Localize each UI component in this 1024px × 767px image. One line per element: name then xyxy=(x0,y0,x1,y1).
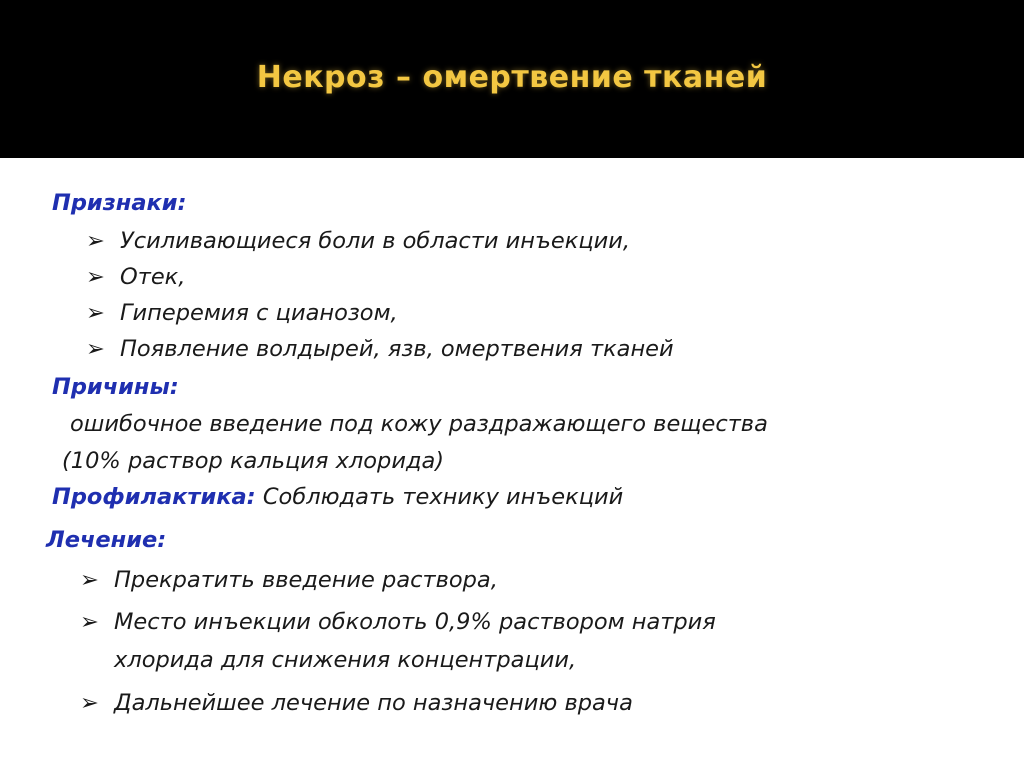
treatment-item-text: Дальнейшее лечение по назначению врача xyxy=(114,690,633,716)
causes-text-line: ошибочное введение под кожу раздражающего вещества xyxy=(70,411,768,437)
arrow-bullet-icon: ➢ xyxy=(86,336,105,362)
treatment-item xyxy=(80,607,716,637)
arrow-bullet-icon: ➢ xyxy=(86,228,105,254)
slide-title: Некроз – омертвение тканей xyxy=(256,60,768,95)
signs-item-text: Появление волдырей, язв, омертвения тканей xyxy=(120,336,674,362)
treatment-item-text: Прекратить введение раствора, xyxy=(114,567,498,593)
signs-item-text: Гиперемия с цианозом, xyxy=(120,300,398,326)
signs-item-text: Усиливающиеся боли в области инъекции, xyxy=(120,228,631,254)
treatment-item xyxy=(80,688,633,718)
prevention-heading: Профилактика: xyxy=(52,484,256,510)
prevention-text: Соблюдать технику инъекций xyxy=(262,484,624,510)
causes-heading: Причины: xyxy=(52,374,179,400)
arrow-bullet-icon: ➢ xyxy=(80,609,99,635)
signs-item xyxy=(86,298,398,328)
arrow-bullet-icon: ➢ xyxy=(86,264,105,290)
treatment-item-text: Место инъекции обколоть 0,9% раствором натрия xyxy=(114,609,716,635)
arrow-bullet-icon: ➢ xyxy=(86,300,105,326)
signs-item xyxy=(86,334,674,364)
treatment-item xyxy=(80,565,498,595)
prevention-line xyxy=(52,482,623,512)
treatment-heading: Лечение: xyxy=(46,527,167,553)
arrow-bullet-icon: ➢ xyxy=(80,690,99,716)
signs-item xyxy=(86,226,630,256)
signs-item xyxy=(86,262,185,292)
signs-item-text: Отек, xyxy=(120,264,186,290)
arrow-bullet-icon: ➢ xyxy=(80,567,99,593)
treatment-item-continuation: хлорида для снижения концентрации, xyxy=(114,647,577,673)
causes-text-line: (10% раствор кальция хлорида) xyxy=(62,448,445,474)
signs-heading: Признаки: xyxy=(52,190,187,216)
